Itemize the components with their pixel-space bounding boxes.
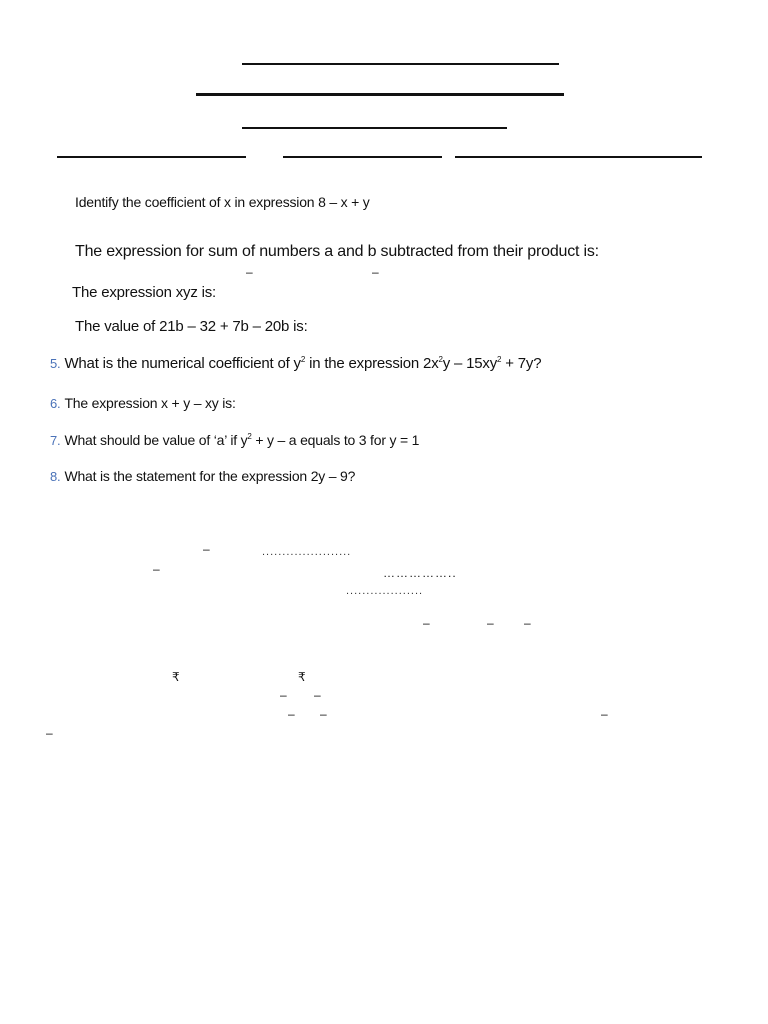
dash-mark: – bbox=[423, 616, 430, 630]
dash-mark: – bbox=[280, 688, 287, 702]
name-field-line bbox=[57, 156, 246, 158]
date-field-line bbox=[455, 156, 702, 158]
dotted-blank: …………….. bbox=[383, 566, 457, 580]
question-1-text: Identify the coefficient of x in expression 8 – x + y bbox=[75, 194, 370, 210]
question-2 bbox=[75, 243, 599, 261]
dash-mark: – bbox=[487, 616, 494, 630]
dotted-blank: ................... bbox=[346, 585, 424, 597]
question-5 bbox=[50, 355, 541, 372]
question-6-text: The expression x + y – xy is: bbox=[64, 395, 236, 411]
dash-mark: – bbox=[203, 542, 210, 556]
question-4 bbox=[75, 318, 308, 335]
question-6 bbox=[50, 395, 236, 411]
question-8-text: What is the statement for the expression 2y – 9? bbox=[64, 468, 356, 484]
dash-mark: – bbox=[372, 265, 379, 279]
rupee-symbol: ₹ bbox=[172, 670, 180, 684]
class-field-line bbox=[283, 156, 442, 158]
question-3 bbox=[72, 284, 216, 301]
dotted-blank: ...................... bbox=[262, 546, 352, 558]
question-7-text: What should be value of ‘a’ if $y^2 + y - a$ equals to 3 for y = 1 bbox=[64, 432, 420, 448]
dash-mark: – bbox=[246, 265, 253, 279]
title-line-2 bbox=[196, 93, 564, 96]
dash-mark: – bbox=[46, 726, 53, 740]
dash-mark: – bbox=[601, 707, 608, 721]
dash-mark: – bbox=[288, 707, 295, 721]
question-7-number: 7. bbox=[50, 433, 61, 448]
question-5-text: What is the numerical coefficient of $y^2$ in the expression $2x^2y - 15xy^2 + 7y$? bbox=[64, 355, 542, 372]
question-7 bbox=[50, 432, 419, 448]
dash-mark: – bbox=[524, 616, 531, 630]
question-6-number: 6. bbox=[50, 396, 61, 411]
rupee-symbol: ₹ bbox=[298, 670, 306, 684]
question-5-number: 5. bbox=[50, 356, 61, 371]
question-2-text: The expression for sum of numbers a and b subtracted from their product is: bbox=[75, 243, 599, 260]
dash-mark: – bbox=[314, 688, 321, 702]
question-8 bbox=[50, 468, 355, 484]
dash-mark: – bbox=[153, 562, 160, 576]
question-1 bbox=[75, 194, 370, 210]
title-line-1 bbox=[242, 63, 559, 65]
dash-mark: – bbox=[320, 707, 327, 721]
title-line-3 bbox=[242, 127, 507, 129]
question-3-text: The expression xyz is: bbox=[72, 284, 216, 301]
question-8-number: 8. bbox=[50, 469, 61, 484]
question-4-text: The value of 21b – 32 + 7b – 20b is: bbox=[75, 318, 308, 335]
